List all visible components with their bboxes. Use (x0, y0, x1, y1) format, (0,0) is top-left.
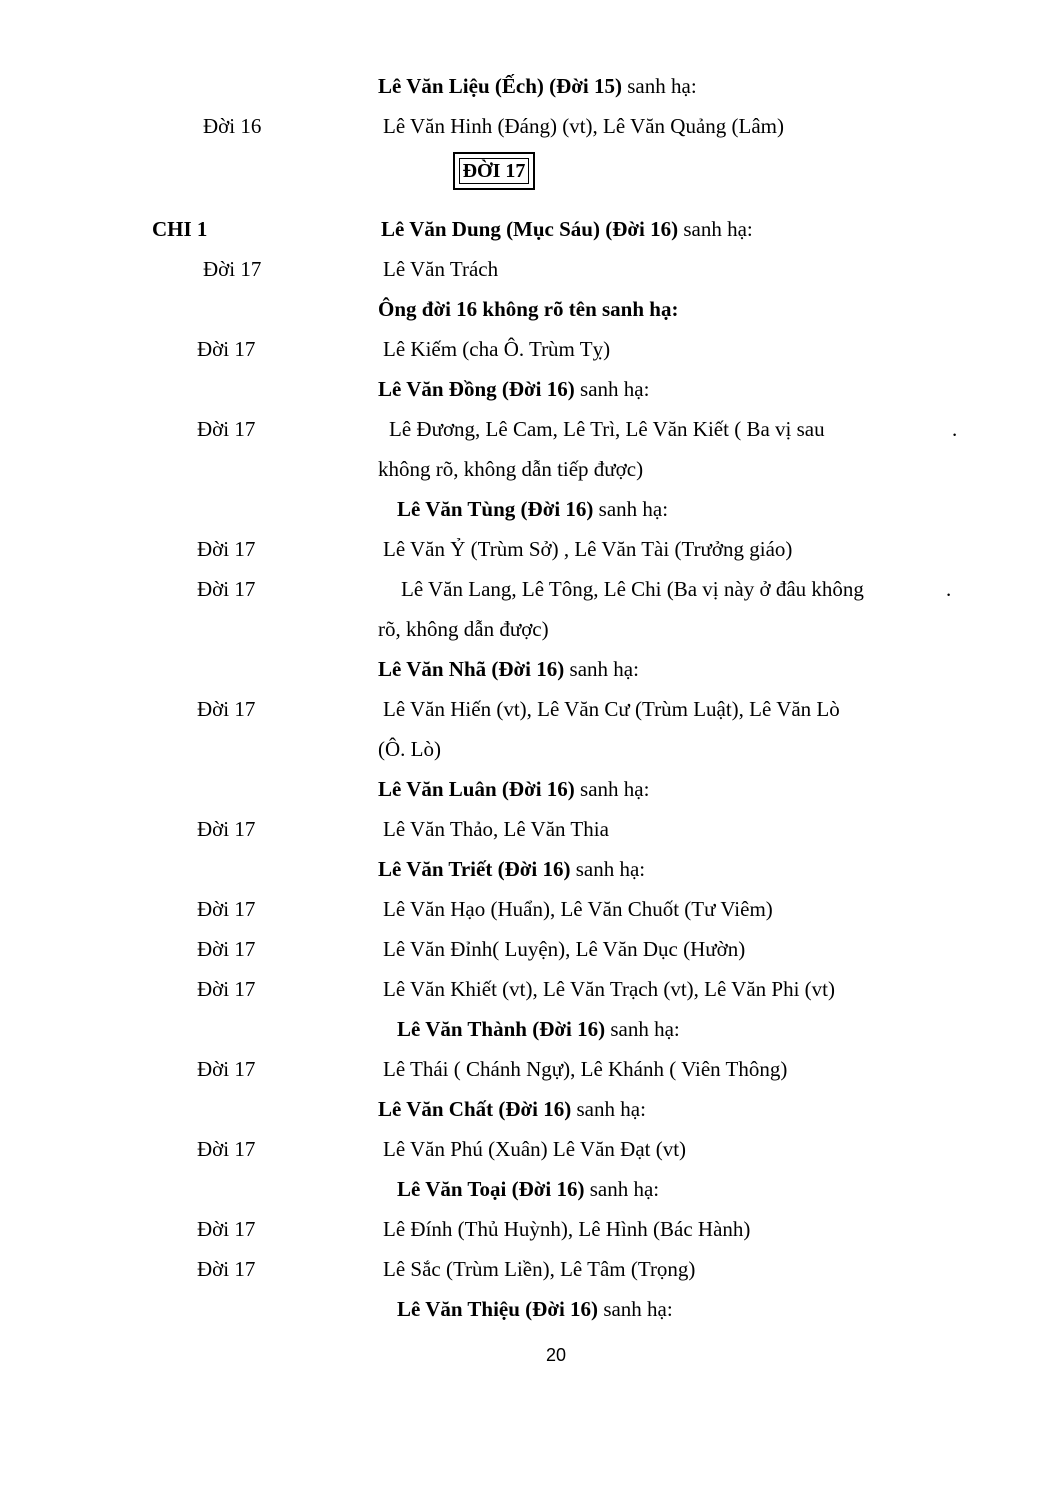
parent-name: Lê Văn Triết (Đời 16) (378, 857, 571, 881)
parent-suffix: sanh hạ: (622, 74, 697, 98)
parent-line (397, 496, 668, 522)
children-list: Lê Văn Thảo, Lê Văn Thia (383, 817, 609, 841)
children-list: Lê Văn Lang, Lê Tông, Lê Chi (Ba vị này ở đâu không (401, 577, 864, 601)
children-list: Lê Văn Khiết (vt), Lê Văn Trạch (vt), Lê Văn Phi (vt) (383, 977, 835, 1001)
parent-line (378, 376, 649, 402)
parent-suffix: sanh hạ: (570, 857, 646, 881)
generation-label: Đời 17 (197, 337, 256, 361)
parent-suffix: sanh hạ: (598, 1297, 673, 1321)
children-list: Lê Văn Hạo (Huẩn), Lê Văn Chuốt (Tư Viêm) (383, 897, 773, 921)
parent-line: Ông đời 16 không rõ tên sanh hạ: (378, 297, 679, 321)
generation-label: Đời 17 (203, 257, 262, 281)
parent-suffix: sanh hạ: (571, 1097, 646, 1121)
generation-label: Đời 17 (197, 977, 256, 1001)
parent-suffix: sanh hạ: (584, 1177, 660, 1201)
parent-line (397, 1016, 680, 1042)
children-list: Lê Đương, Lê Cam, Lê Trì, Lê Văn Kiết ( Ba vị sau (389, 417, 825, 441)
parent-name: Lê Văn Liệu (Ếch) (Đời 15) (378, 74, 622, 98)
children-list-continued: rõ, không dẫn được) (378, 617, 549, 641)
generation-label: Đời 16 (203, 114, 262, 138)
section-heading: ĐỜI 17 (459, 158, 529, 184)
generation-label: Đời 17 (197, 417, 256, 441)
children-list: Lê Văn Hiến (vt), Lê Văn Cư (Trùm Luật), Lê Văn Lò (383, 697, 840, 721)
children-list: Lê Văn Trách (383, 257, 499, 281)
children-list: Lê Văn Ỷ (Trùm Sở) , Lê Văn Tài (Trưởng giáo) (383, 537, 793, 561)
generation-label: Đời 17 (197, 1217, 256, 1241)
parent-suffix: sanh hạ: (678, 217, 753, 241)
parent-line (397, 1296, 673, 1322)
parent-line (378, 73, 697, 99)
generation-label: Đời 17 (197, 697, 256, 721)
trailing-dot: . (952, 417, 958, 441)
parent-name: Lê Văn Đồng (Đời 16) (378, 377, 575, 401)
section-heading-box (453, 152, 535, 190)
generation-label: Đời 17 (197, 1137, 256, 1161)
generation-label: Đời 17 (197, 537, 256, 561)
branch-label: CHI 1 (152, 217, 208, 241)
generation-label: Đời 17 (197, 817, 256, 841)
parent-name: Lê Văn Thành (Đời 16) (397, 1017, 606, 1041)
children-list: Lê Sắc (Trùm Liền), Lê Tâm (Trọng) (383, 1257, 696, 1281)
children-list: Lê Văn Hinh (Đáng) (vt), Lê Văn Quảng (Lâm) (383, 114, 785, 138)
parent-line (378, 656, 639, 682)
children-list: Lê Kiếm (cha Ô. Trùm Tỵ) (383, 337, 611, 361)
generation-label: Đời 17 (197, 1257, 256, 1281)
parent-suffix: sanh hạ: (574, 377, 650, 401)
trailing-dot: . (946, 577, 952, 601)
generation-label: Đời 17 (197, 1057, 256, 1081)
parent-line (378, 1096, 646, 1122)
generation-label: Đời 17 (197, 577, 256, 601)
parent-name: Lê Văn Tùng (Đời 16) (397, 497, 594, 521)
parent-suffix: sanh hạ: (605, 1017, 680, 1041)
parent-suffix: sanh hạ: (593, 497, 669, 521)
parent-line (378, 776, 649, 802)
parent-name: Lê Văn Toại (Đời 16) (397, 1177, 585, 1201)
parent-suffix: sanh hạ: (564, 657, 639, 681)
children-list: Lê Văn Đỉnh( Luyện), Lê Văn Dục (Hườn) (383, 937, 746, 961)
children-list-continued: (Ô. Lò) (378, 737, 441, 761)
children-list: Lê Đính (Thủ Huỳnh), Lê Hình (Bác Hành) (383, 1217, 751, 1241)
parent-line (397, 1176, 659, 1202)
generation-label: Đời 17 (197, 897, 256, 921)
parent-name: Lê Văn Luân (Đời 16) (378, 777, 575, 801)
children-list: Lê Văn Phú (Xuân) Lê Văn Đạt (vt) (383, 1137, 687, 1161)
children-list-continued: không rõ, không dẫn tiếp được) (378, 457, 644, 481)
children-list: Lê Thái ( Chánh Ngự), Lê Khánh ( Viên Thông) (383, 1057, 788, 1081)
parent-suffix: sanh hạ: (574, 777, 650, 801)
parent-name: Lê Văn Thiệu (Đời 16) (397, 1297, 599, 1321)
parent-line (378, 856, 645, 882)
parent-name: Lê Văn Nhã (Đời 16) (378, 657, 565, 681)
parent-name: Lê Văn Chất (Đời 16) (378, 1097, 572, 1121)
parent-line (381, 216, 753, 242)
parent-name: Lê Văn Dung (Mục Sáu) (Đời 16) (381, 217, 679, 241)
page-number: 20 (545, 1345, 567, 1365)
generation-label: Đời 17 (197, 937, 256, 961)
